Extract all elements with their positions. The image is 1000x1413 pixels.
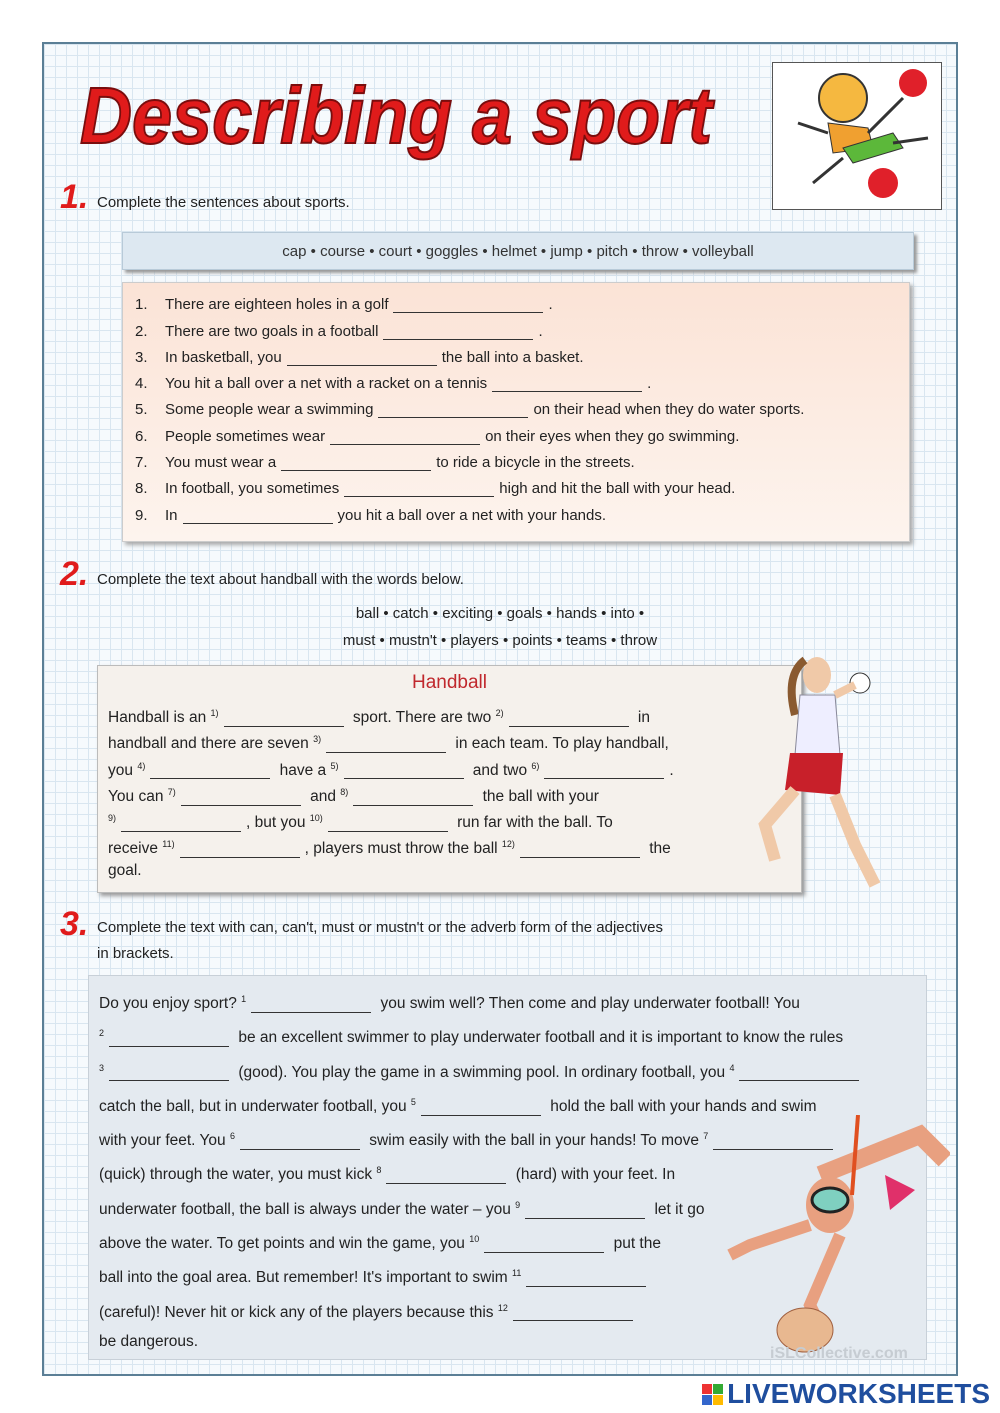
text-segment: underwater football, the ball is always under the water – you — [99, 1200, 516, 1218]
answer-blank-9[interactable] — [525, 1203, 645, 1219]
sentence-number: 1. — [135, 296, 148, 314]
sentence-number: 3. — [135, 348, 148, 366]
answer-blank-11[interactable] — [180, 842, 300, 858]
answer-blank-1[interactable] — [393, 297, 543, 313]
sentence-text-after: on their eyes when they go swimming. — [485, 427, 740, 445]
text-line — [108, 858, 674, 884]
text-line — [108, 831, 674, 857]
liveworksheets-logo[interactable] — [702, 1378, 990, 1410]
text-line — [108, 779, 674, 805]
sentence-row — [123, 287, 909, 313]
sentence-row — [123, 340, 909, 366]
answer-blank-3[interactable] — [287, 350, 437, 366]
blank-number: 3) — [313, 734, 322, 745]
text-segment: , players must throw the ball — [304, 840, 502, 858]
answer-blank-2[interactable] — [109, 1031, 229, 1047]
cartoon-kid-with-balls-image — [772, 62, 942, 210]
answer-blank-6[interactable] — [240, 1134, 360, 1150]
sentence-text-after: . — [548, 296, 553, 314]
text-segment: in — [633, 709, 650, 727]
blank-number: 2) — [495, 708, 504, 718]
answer-blank-7[interactable] — [281, 455, 431, 471]
sentence-text-after: high and hit the ball with your head. — [499, 480, 736, 498]
text-segment: above the water. To get points and win the game, you — [99, 1235, 470, 1253]
sentence-text-before: In basketball, you — [165, 348, 282, 366]
sentence-number: 9. — [135, 506, 148, 524]
islcollective-watermark: iSLCollective.com — [770, 1345, 908, 1362]
sentence-row — [123, 497, 909, 523]
text-segment: Handball is an — [108, 709, 211, 727]
sentence-number: 5. — [135, 401, 148, 419]
handball-text-box — [97, 665, 802, 893]
blank-number: 5) — [330, 760, 339, 771]
sentence-row — [123, 445, 909, 471]
text-segment: you swim well? Then come and play underwater football! You — [376, 995, 800, 1013]
answer-blank-8[interactable] — [344, 481, 494, 497]
text-segment: sport. There are two — [348, 709, 496, 727]
blank-number: 11) — [162, 839, 175, 850]
text-segment: (careful)! Never hit or kick any of the players because this — [99, 1303, 498, 1321]
sentence-text-before: People sometimes wear — [165, 427, 326, 445]
sentence-text-after: the ball into a basket. — [441, 348, 584, 366]
text-segment: in each team. To play handball, — [451, 735, 669, 753]
sentence-text-before: You hit a ball over a net with a racket on a tennis — [165, 375, 488, 393]
answer-blank-12[interactable] — [520, 842, 640, 858]
text-line — [108, 805, 674, 831]
answer-blank-2[interactable] — [509, 711, 629, 727]
blank-number: 1) — [210, 708, 219, 718]
blank-number: 12 — [497, 1302, 508, 1313]
section-2-instruction: Complete the text about handball with the words below. — [97, 571, 464, 588]
section-3-number: 3. — [60, 905, 89, 943]
text-segment: catch the ball, but in underwater football, you — [99, 1098, 411, 1116]
blank-number: 12) — [501, 839, 515, 850]
section-2-number: 2. — [60, 555, 89, 593]
text-segment: and two — [468, 761, 532, 779]
text-segment: run far with the ball. To — [452, 814, 613, 832]
answer-blank-4[interactable] — [150, 763, 270, 779]
blank-number: 10 — [469, 1234, 480, 1245]
blank-number: 4 — [729, 1062, 735, 1073]
blank-number: 4) — [137, 760, 146, 771]
text-segment: let it go — [650, 1200, 705, 1218]
blank-number: 9) — [108, 813, 117, 824]
sentence-row — [123, 471, 909, 497]
blank-number: 9 — [515, 1199, 521, 1210]
sentence-row — [123, 313, 909, 339]
sentence-row — [123, 418, 909, 444]
sentence-text-after: . — [538, 322, 543, 340]
sentence-number: 2. — [135, 322, 148, 340]
sentence-text-before: In — [165, 506, 178, 524]
sentence-number: 7. — [135, 454, 148, 472]
answer-blank-10[interactable] — [328, 816, 448, 832]
text-segment: you — [108, 761, 138, 779]
blank-number: 2 — [99, 1028, 105, 1039]
sentence-text-after: . — [647, 375, 652, 393]
section-3-instruction-line-1: Complete the text with can, can't, must or mustn't or the adverb form of the adjectives — [97, 919, 663, 936]
section-3-instruction-line-2: in brackets. — [97, 945, 174, 962]
section-1-number: 1. — [60, 178, 89, 216]
blank-number: 6 — [229, 1131, 235, 1142]
text-segment: goal. — [108, 861, 142, 879]
page-title: Describing a sport — [80, 71, 713, 160]
text-segment: Do you enjoy sport? — [99, 995, 242, 1013]
text-segment: swim easily with the ball in your hands! To move — [365, 1132, 704, 1150]
blank-number: 1 — [241, 994, 247, 1004]
text-segment: (good). You play the game in a swimming pool. In ordinary football, you — [234, 1063, 730, 1081]
blank-number: 8) — [340, 786, 349, 797]
text-segment: put the — [609, 1235, 661, 1253]
text-segment: have a — [275, 761, 331, 779]
answer-blank-12[interactable] — [513, 1305, 633, 1321]
blank-number: 7) — [167, 786, 176, 797]
answer-blank-9[interactable] — [121, 816, 241, 832]
answer-blank-5[interactable] — [378, 402, 528, 418]
blank-number: 6) — [531, 760, 540, 771]
text-line — [99, 1016, 864, 1050]
text-segment: and — [305, 788, 341, 806]
text-line — [108, 753, 674, 779]
answer-blank-8[interactable] — [353, 790, 473, 806]
answer-blank-3[interactable] — [109, 1065, 229, 1081]
text-segment: be an excellent swimmer to play underwater football and it is important to know the rules — [234, 1029, 844, 1047]
text-segment: (hard) with your feet. In — [511, 1166, 676, 1184]
text-segment: (quick) through the water, you must kick — [99, 1166, 377, 1184]
answer-blank-3[interactable] — [326, 737, 446, 753]
text-segment: handball and there are seven — [108, 735, 314, 753]
text-segment: the — [644, 840, 671, 858]
answer-blank-1[interactable] — [224, 711, 344, 727]
sentence-text-before: There are eighteen holes in a golf — [165, 296, 389, 314]
blank-number: 8 — [376, 1165, 382, 1176]
blank-number: 7 — [703, 1131, 709, 1142]
answer-blank-5[interactable] — [344, 763, 464, 779]
answer-blank-10[interactable] — [484, 1237, 604, 1253]
sentence-text-before: There are two goals in a football — [165, 322, 379, 340]
sentence-number: 4. — [135, 375, 148, 393]
text-line — [108, 700, 674, 726]
sentence-text-before: In football, you sometimes — [165, 480, 340, 498]
text-segment: You can — [108, 788, 168, 806]
answer-blank-1[interactable] — [251, 997, 371, 1013]
sentence-number: 8. — [135, 480, 148, 498]
sentence-text-after: to ride a bicycle in the streets. — [436, 454, 635, 472]
text-segment: , but you — [246, 814, 310, 832]
sentence-text-before: You must wear a — [165, 454, 277, 472]
handball-paragraph — [108, 700, 674, 884]
section-1-word-bank: cap • course • court • goggles • helmet • jump • pitch • throw • volleyball — [122, 232, 914, 270]
text-segment: with your feet. You — [99, 1132, 230, 1150]
answer-blank-8[interactable] — [386, 1168, 506, 1184]
logo-text: LIVEWORKSHEETS — [727, 1378, 990, 1409]
blank-number: 10) — [309, 813, 323, 824]
sentence-row — [123, 366, 909, 392]
text-segment: the ball with your — [478, 788, 599, 806]
text-segment: . — [669, 761, 674, 779]
text-segment: receive — [108, 840, 163, 858]
section-1-sentences — [122, 282, 910, 542]
blank-number: 11 — [512, 1268, 522, 1279]
answer-blank-7[interactable] — [181, 790, 301, 806]
handball-player-image — [725, 645, 885, 920]
answer-blank-4[interactable] — [739, 1065, 859, 1081]
sentence-text-before: Some people wear a swimming — [165, 401, 374, 419]
section-2-word-bank-line-1: ball • catch • exciting • goals • hands • into • — [355, 605, 645, 622]
blank-number: 5 — [410, 1096, 416, 1107]
sentence-number: 6. — [135, 427, 148, 445]
text-segment: ball into the goal area. But remember! It's important to swim — [99, 1269, 513, 1287]
answer-blank-9[interactable] — [183, 508, 333, 524]
blank-number: 3 — [99, 1062, 105, 1073]
answer-blank-6[interactable] — [544, 763, 664, 779]
sentence-text-after: on their head when they do water sports. — [533, 401, 805, 419]
text-segment: hold the ball with your hands and swim — [545, 1098, 817, 1116]
answer-blank-11[interactable] — [526, 1271, 646, 1287]
sentence-text-after: you hit a ball over a net with your hands. — [337, 506, 607, 524]
text-line — [99, 982, 864, 1016]
text-segment: be dangerous. — [99, 1332, 199, 1350]
section-1-instruction: Complete the sentences about sports. — [97, 194, 350, 211]
answer-blank-2[interactable] — [383, 324, 533, 340]
handball-title: Handball — [412, 672, 487, 693]
snorkeler-image — [720, 1115, 950, 1370]
sentence-row — [123, 392, 909, 418]
answer-blank-6[interactable] — [330, 429, 480, 445]
logo-icon — [702, 1384, 723, 1405]
text-line — [108, 726, 674, 752]
answer-blank-5[interactable] — [421, 1100, 541, 1116]
section-2-word-bank-line-2: must • mustn't • players • points • teams • throw — [342, 632, 658, 649]
answer-blank-4[interactable] — [492, 376, 642, 392]
text-line — [99, 1051, 864, 1085]
